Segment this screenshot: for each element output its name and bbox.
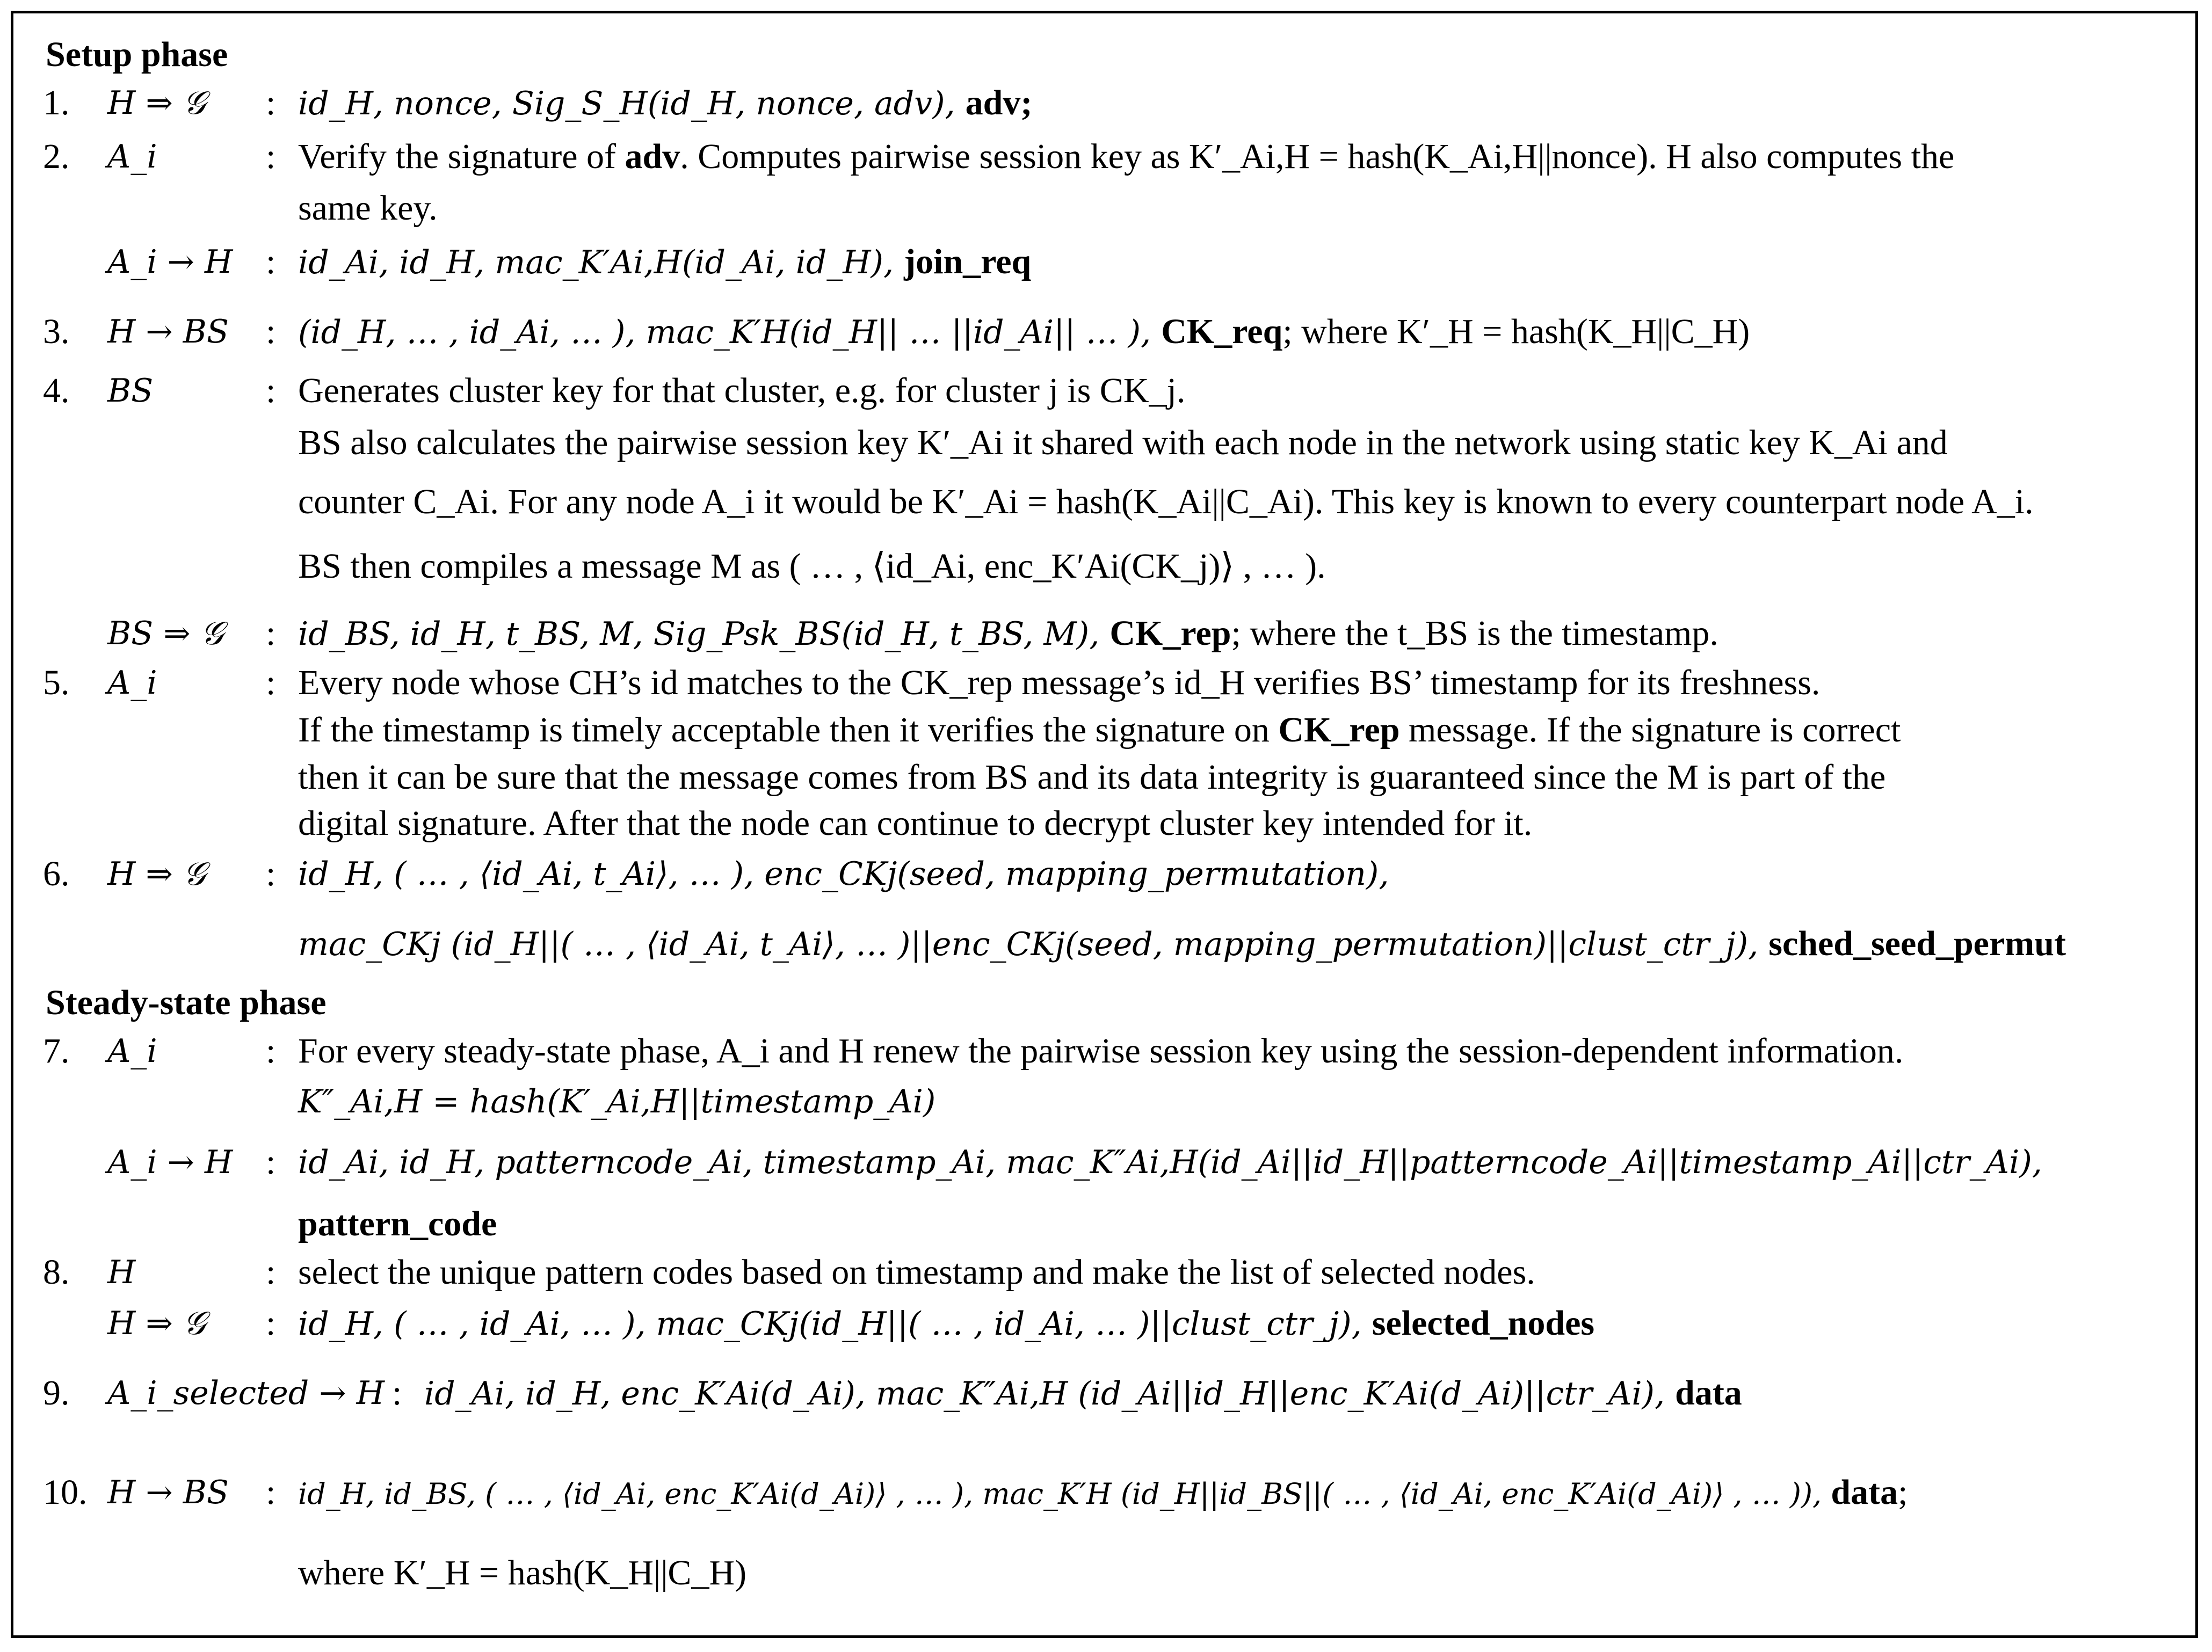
step-2b-text: id_Ai, id_H, mac_K′Ai,H(id_Ai, id_H), [298, 244, 894, 281]
step-5-text-2a: If the timestamp is timely acceptable then it verifies the signature on [298, 710, 1270, 749]
step-5-number: 5. [43, 663, 70, 702]
step-2-text-2: . Computes pairwise session key as K′_Ai,H = hash(K_Ai,H||nonce). H also computes the [680, 137, 1955, 176]
step-2-number: 2. [43, 137, 70, 176]
step-5-line-3: then it can be sure that the message comes from BS and its data integrity is guaranteed since the M is part of the [298, 758, 1886, 797]
step-3-text-2: ; where K′_H = hash(K_H||C_H) [1282, 312, 1750, 351]
step-2b-colon: : [266, 242, 276, 281]
step-2b-actor: A_i → H [107, 243, 233, 281]
step-4-line-4: BS then compiles a message M as ( … , ⟨id_Ai, enc_K′Ai(CK_j)⟩ , … ). [298, 547, 1326, 586]
step-1-colon: : [266, 83, 276, 122]
step-8b-text: id_H, ( … , id_Ai, … ), mac_CKj(id_H||( … , id_Ai, … )||clust_ctr_j), [298, 1305, 1362, 1343]
step-4-number: 4. [43, 371, 70, 410]
step-3-colon: : [266, 312, 276, 351]
step-8-number: 8. [43, 1253, 70, 1292]
step-8b-message [298, 1302, 1594, 1345]
step-5-bold: CK_rep [1278, 710, 1400, 749]
step-10-number: 10. [43, 1473, 88, 1512]
step-3-text-1: (id_H, … , id_Ai, … ), mac_K′H(id_H|| … ||id_Ai|| … ), [298, 314, 1151, 351]
step-6-line-1: id_H, ( … , ⟨id_Ai, t_Ai⟩, … ), enc_CKj(seed, mapping_permutation), [298, 855, 1389, 893]
section-heading-setup: Setup phase [46, 35, 228, 74]
step-4b-text-2: ; where the t_BS is the timestamp. [1231, 614, 1718, 653]
step-3-number: 3. [43, 312, 70, 351]
step-10-line-2: where K′_H = hash(K_H||C_H) [298, 1553, 747, 1592]
step-6-text-2: mac_CKj (id_H||( … , ⟨id_Ai, t_Ai⟩, … )||enc_CKj(seed, mapping_permutation)||clust_ctr_j), [298, 926, 1759, 963]
step-6-actor: H ⇒ 𝒢 [107, 855, 206, 893]
step-2-line-2: same key. [298, 188, 438, 228]
step-6-line-2 [298, 922, 2066, 966]
step-8b-actor: H ⇒ 𝒢 [107, 1305, 206, 1342]
step-7-number: 7. [43, 1031, 70, 1071]
step-5-line-4: digital signature. After that the node can continue to decrypt cluster key intended for it. [298, 804, 1533, 843]
step-7b-actor: A_i → H [107, 1144, 233, 1181]
step-4b-text-1: id_BS, id_H, t_BS, M, Sig_Psk_BS(id_H, t_BS, M), [298, 615, 1100, 653]
step-8b-colon: : [266, 1304, 276, 1343]
step-2b-message [298, 241, 1031, 284]
step-5-actor: A_i [107, 664, 157, 702]
step-10-colon: : [266, 1473, 276, 1512]
step-4-actor: BS [107, 372, 154, 410]
step-2b-bold: join_req [904, 242, 1032, 281]
step-4b-colon: : [266, 614, 276, 653]
step-8-actor: H [107, 1254, 136, 1291]
step-3-bold: CK_req [1161, 312, 1283, 351]
step-4b-message [298, 612, 1718, 656]
step-4b-actor: BS ⇒ 𝒢 [107, 615, 224, 652]
step-3-message [298, 310, 1750, 354]
step-1-actor: H ⇒ 𝒢 [107, 84, 206, 122]
step-10-bold: data [1831, 1473, 1898, 1512]
step-2-text-1: Verify the signature of [298, 137, 616, 176]
step-10-tail: ; [1898, 1473, 1908, 1512]
step-10-text-1: id_H, id_BS, ( … , ⟨id_Ai, enc_K′Ai(d_Ai)⟩ , … ), mac_K′H (id_H||id_BS||( … , ⟨id_Ai, enc_K′Ai(d_Ai)⟩ , … )), [298, 1477, 1822, 1511]
step-1-text: id_H, nonce, Sig_S_H(id_H, nonce, adv), [298, 85, 955, 122]
step-7-actor: A_i [107, 1032, 157, 1070]
step-3-actor: H → BS [107, 313, 229, 351]
section-heading-steady-state: Steady-state phase [46, 983, 327, 1022]
step-2-colon: : [266, 137, 276, 176]
step-9-actor: A_i_selected → H [107, 1374, 385, 1412]
step-5-colon: : [266, 663, 276, 702]
step-10-line-1 [298, 1471, 1908, 1516]
step-9-message [424, 1372, 1742, 1415]
step-1-number: 1. [43, 83, 70, 122]
step-7b-line-2 [298, 1203, 497, 1246]
step-9-number: 9. [43, 1373, 70, 1413]
step-1-bold: adv; [965, 83, 1033, 122]
step-5-line-1: Every node whose CH’s id matches to the CK_rep message’s id_H verifies BS’ timestamp for its freshness. [298, 663, 1821, 702]
step-6-number: 6. [43, 854, 70, 893]
step-2-bold: adv [625, 137, 680, 176]
step-8-line-1: select the unique pattern codes based on timestamp and make the list of selected nodes. [298, 1253, 1535, 1292]
step-7-line-1: For every steady-state phase, A_i and H renew the pairwise session key using the session-dependent information. [298, 1031, 1904, 1071]
step-2-line-1 [298, 135, 1954, 178]
step-9-text: id_Ai, id_H, enc_K′Ai(d_Ai), mac_K″Ai,H (id_Ai||id_H||enc_K′Ai(d_Ai)||ctr_Ai), [424, 1375, 1665, 1413]
step-7b-bold: pattern_code [298, 1204, 497, 1243]
step-6-bold: sched_seed_permut [1768, 924, 2066, 963]
step-7b-line-1: id_Ai, id_H, patterncode_Ai, timestamp_Ai, mac_K″Ai,H(id_Ai||id_H||patterncode_Ai||timestamp_Ai||ctr_Ai), [298, 1144, 2042, 1181]
step-8b-bold: selected_nodes [1372, 1304, 1595, 1343]
step-6-colon: : [266, 854, 276, 893]
step-4-colon: : [266, 371, 276, 410]
step-4-line-2: BS also calculates the pairwise session key K′_Ai it shared with each node in the network using static key K_Ai and [298, 423, 1948, 462]
step-5-line-2 [298, 709, 1901, 752]
step-9-bold: data [1675, 1373, 1742, 1413]
step-2-actor: A_i [107, 138, 157, 176]
step-4-line-3: counter C_Ai. For any node A_i it would be K′_Ai = hash(K_Ai||C_Ai). This key is known to every counterpart node A_i. [298, 482, 2034, 521]
step-7-colon: : [266, 1031, 276, 1071]
step-7-line-2: K″_Ai,H = hash(K′_Ai,H||timestamp_Ai) [298, 1083, 936, 1120]
step-10-actor: H → BS [107, 1474, 229, 1511]
step-5-text-2b: message. If the signature is correct [1409, 710, 1901, 749]
step-9-colon: : [392, 1373, 402, 1413]
step-4b-bold: CK_rep [1109, 614, 1231, 653]
step-4-line-1: Generates cluster key for that cluster, e.g. for cluster j is CK_j. [298, 371, 1186, 410]
step-1-message [298, 82, 1032, 125]
step-7b-colon: : [266, 1142, 276, 1182]
step-8-colon: : [266, 1253, 276, 1292]
